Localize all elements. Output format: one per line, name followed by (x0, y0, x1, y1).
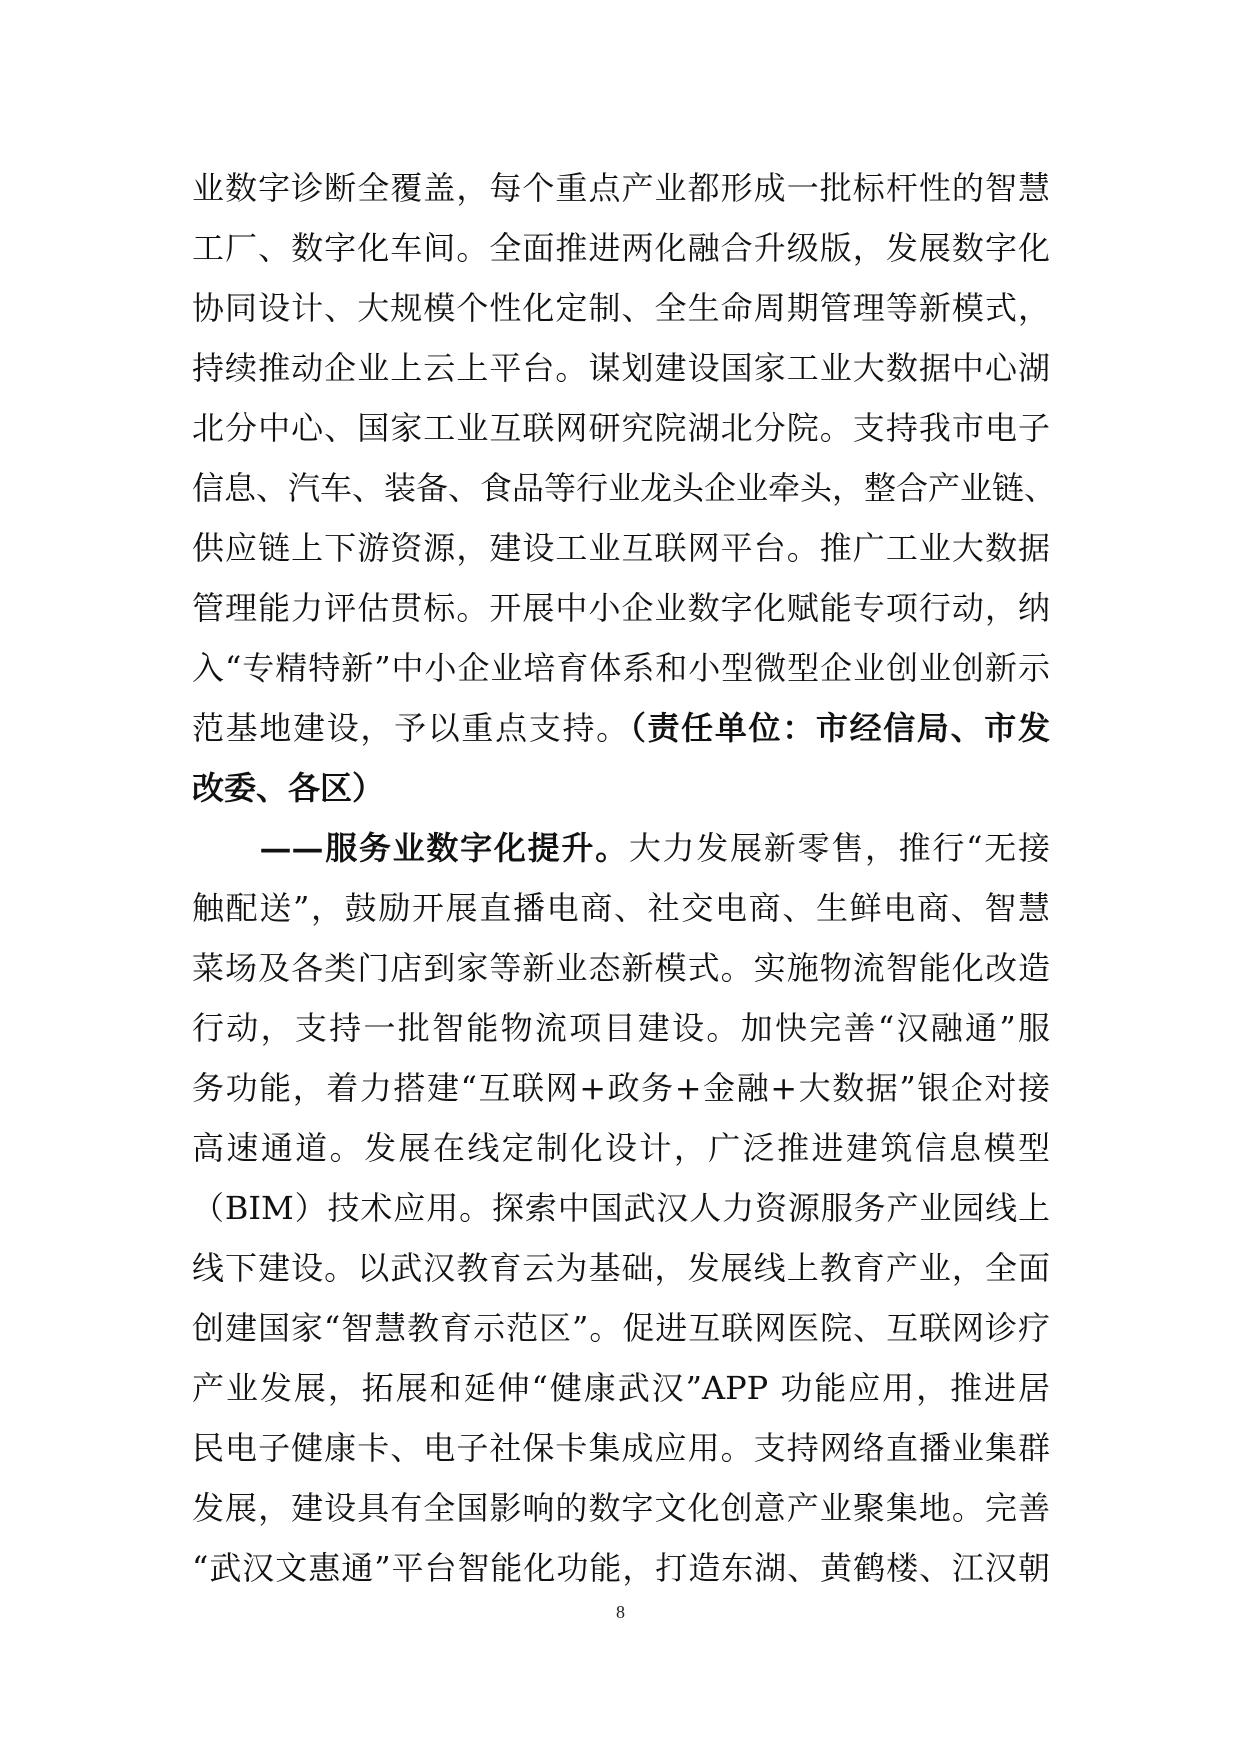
text-line (192, 998, 1050, 1058)
text-line (192, 638, 1050, 698)
text-line (192, 758, 1050, 818)
text-segment: 大力发展新零售，推行“无接 (628, 829, 1050, 867)
body-text (192, 158, 1057, 1598)
text-line (192, 458, 1057, 518)
bold-text-segment: 改委、各区） (192, 769, 385, 807)
text-segment: 触配送”，鼓励开展直播电商、社交电商、生鲜电商、智慧 (192, 889, 1050, 927)
text-segment: 管理能力评估贯标。开展中小企业数字化赋能专项行动，纳 (192, 589, 1050, 627)
text-line (192, 938, 1050, 998)
text-line (192, 1298, 1050, 1358)
page-number: 8 (616, 1602, 625, 1622)
text-line (192, 1538, 1050, 1598)
text-line (192, 1478, 1050, 1538)
text-line (192, 1358, 1050, 1418)
text-segment: 高速通道。发展在线定制化设计，广泛推进建筑信息模型 (192, 1129, 1050, 1167)
text-segment: 工厂、数字化车间。全面推进两化融合升级版，发展数字化 (192, 229, 1050, 267)
text-line (192, 1058, 1050, 1118)
text-segment: 务功能，着力搭建“互联网+政务+金融+大数据”银企对接 (192, 1069, 1050, 1107)
text-line (192, 1238, 1050, 1298)
bold-text-segment: （责任单位：市经信局、市发 (629, 709, 1050, 747)
text-segment: 北分中心、国家工业互联网研究院湖北分院。支持我市电子 (192, 409, 1050, 447)
text-line (192, 578, 1050, 638)
text-segment: “武汉文惠通”平台智能化功能，打造东湖、黄鹤楼、江汉朝 (192, 1549, 1050, 1587)
text-segment: 信息、汽车、装备、食品等行业龙头企业牵头，整合产业链、 (192, 469, 1057, 507)
text-segment: 民电子健康卡、电子社保卡集成应用。支持网络直播业集群 (192, 1429, 1050, 1467)
text-line (192, 278, 1050, 338)
text-segment: 范基地建设，予以重点支持。 (192, 709, 630, 747)
text-line (192, 1118, 1050, 1178)
text-segment: 创建国家“智慧教育示范区”。促进互联网医院、互联网诊疗 (192, 1309, 1050, 1347)
text-line (192, 398, 1050, 458)
text-line (192, 698, 1050, 758)
text-segment: 行动，支持一批智能物流项目建设。加快完善“汉融通”服 (192, 1009, 1050, 1047)
text-segment: 线下建设。以武汉教育云为基础，发展线上教育产业，全面 (192, 1249, 1050, 1287)
text-segment: 业数字诊断全覆盖，每个重点产业都形成一批标杆性的智慧 (192, 169, 1050, 207)
text-line (192, 878, 1050, 938)
text-segment: 发展，建设具有全国影响的数字文化创意产业聚集地。完善 (192, 1489, 1050, 1527)
text-line (192, 1178, 1050, 1238)
text-segment: 产业发展，拓展和延伸“健康武汉”APP 功能应用，推进居 (192, 1369, 1050, 1407)
text-segment: 菜场及各类门店到家等新业态新模式。实施物流智能化改造 (192, 949, 1050, 987)
text-segment: 入“专精特新”中小企业培育体系和小型微型企业创业创新示 (192, 649, 1050, 687)
text-segment: （BIM）技术应用。探索中国武汉人力资源服务产业园线上 (192, 1189, 1050, 1227)
text-segment: 持续推动企业上云上平台。谋划建设国家工业大数据中心湖 (192, 349, 1050, 387)
text-line (192, 518, 1050, 578)
text-line (192, 1418, 1050, 1478)
text-line (192, 158, 1050, 218)
text-segment: 供应链上下游资源，建设工业互联网平台。推广工业大数据 (192, 529, 1050, 567)
text-line (192, 818, 1050, 878)
text-line (192, 338, 1050, 398)
bold-text-segment: ——服务业数字化提升。 (192, 829, 629, 867)
text-segment: 协同设计、大规模个性化定制、全生命周期管理等新模式， (192, 289, 1050, 327)
text-line (192, 218, 1050, 278)
